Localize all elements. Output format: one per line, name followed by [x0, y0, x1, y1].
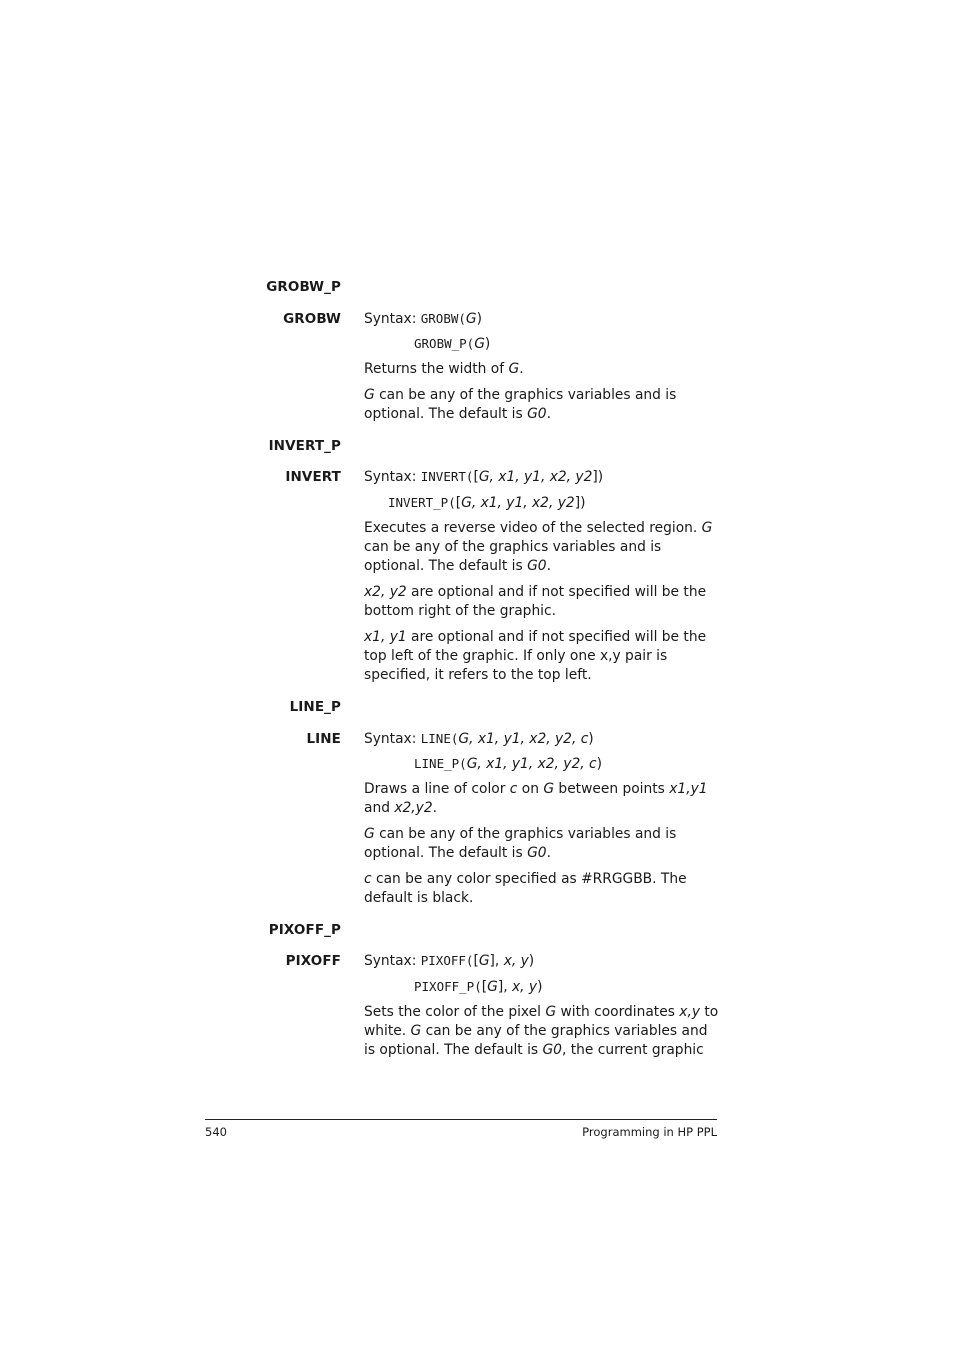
invert-description-2: x2, y2 are optional and if not specified will be the bottom right of the graphic. [364, 584, 707, 619]
invert-syntax-line-1: Syntax: INVERT([G, x1, y1, x2, y2]) [364, 469, 604, 485]
entry-heading-line: LINE [306, 731, 341, 747]
syntax-args: G, x1, y1, x2, y2 [478, 469, 593, 485]
grobw-syntax-line-2: GROBW_P(G) [414, 336, 491, 352]
syntax-label: Syntax: [364, 953, 417, 969]
pixoff-syntax-line-1: Syntax: PIXOFF([G], x, y) [364, 953, 535, 969]
entry-heading-grobw-p: GROBW_P [266, 279, 341, 295]
command-code: PIXOFF( [420, 953, 474, 968]
invert-description-1: Executes a reverse video of the selected region. G can be any of the graphics variables and is optional. The default is G0. [364, 520, 713, 574]
line-syntax-line-1: Syntax: LINE(G, x1, y1, x2, y2, c) [364, 731, 594, 747]
line-description-3: c can be any color specified as #RRGGBB. The default is black. [364, 871, 687, 906]
syntax-args: G [474, 336, 485, 352]
page-number: 540 [205, 1125, 227, 1139]
command-code: LINE_P( [414, 756, 467, 771]
entry-heading-line-p: LINE_P [289, 699, 341, 715]
grobw-description-1: Returns the width of G. [364, 361, 524, 377]
entry-heading-invert-p: INVERT_P [268, 438, 341, 454]
command-code: INVERT_P( [388, 495, 456, 510]
syntax-args: x, y [511, 979, 538, 995]
line-description-1: Draws a line of color c on G between points x1,y1 and x2,y2. [364, 781, 708, 816]
syntax-args: G [465, 311, 477, 327]
syntax-args: G, x1, y1, x2, y2 [461, 495, 575, 511]
syntax-label: Syntax: [364, 731, 417, 747]
entry-heading-grobw: GROBW [283, 311, 341, 327]
syntax-args: G, x1, y1, x2, y2, c [458, 731, 589, 747]
command-code: LINE( [420, 731, 459, 746]
invert-description-3: x1, y1 are optional and if not specified will be the top left of the graphic. If only one x,y pair is specified, it refers to the top left. [364, 629, 707, 683]
pixoff-syntax-line-2: PIXOFF_P([G], x, y) [414, 979, 543, 995]
invert-syntax-line-2: INVERT_P([G, x1, y1, x2, y2]) [388, 495, 586, 511]
pixoff-description-1: Sets the color of the pixel G with coordinates x,y to white. G can be any of the graphics variables and is optional. The default is G0, the current graphic [364, 1004, 719, 1058]
entry-heading-pixoff: PIXOFF [285, 953, 341, 969]
entry-heading-invert: INVERT [285, 469, 341, 485]
footer-section-title: Programming in HP PPL [582, 1125, 717, 1139]
footer-rule [205, 1119, 717, 1120]
command-code: GROBW( [420, 311, 466, 326]
command-code: INVERT( [420, 469, 474, 484]
command-code: GROBW_P( [414, 336, 475, 351]
entry-heading-pixoff-p: PIXOFF_P [268, 922, 341, 938]
syntax-args: G, x1, y1, x2, y2, c [466, 756, 597, 772]
grobw-description-2: G can be any of the graphics variables and is optional. The default is G0. [364, 387, 677, 422]
syntax-args: x, y [503, 953, 529, 969]
command-code: PIXOFF_P( [414, 979, 482, 994]
line-description-2: G can be any of the graphics variables and is optional. The default is G0. [364, 826, 677, 861]
line-syntax-line-2: LINE_P(G, x1, y1, x2, y2, c) [414, 756, 602, 772]
syntax-label: Syntax: [364, 311, 417, 327]
grobw-syntax-line-1: Syntax: GROBW(G) [364, 311, 482, 327]
syntax-label: Syntax: [364, 469, 417, 485]
